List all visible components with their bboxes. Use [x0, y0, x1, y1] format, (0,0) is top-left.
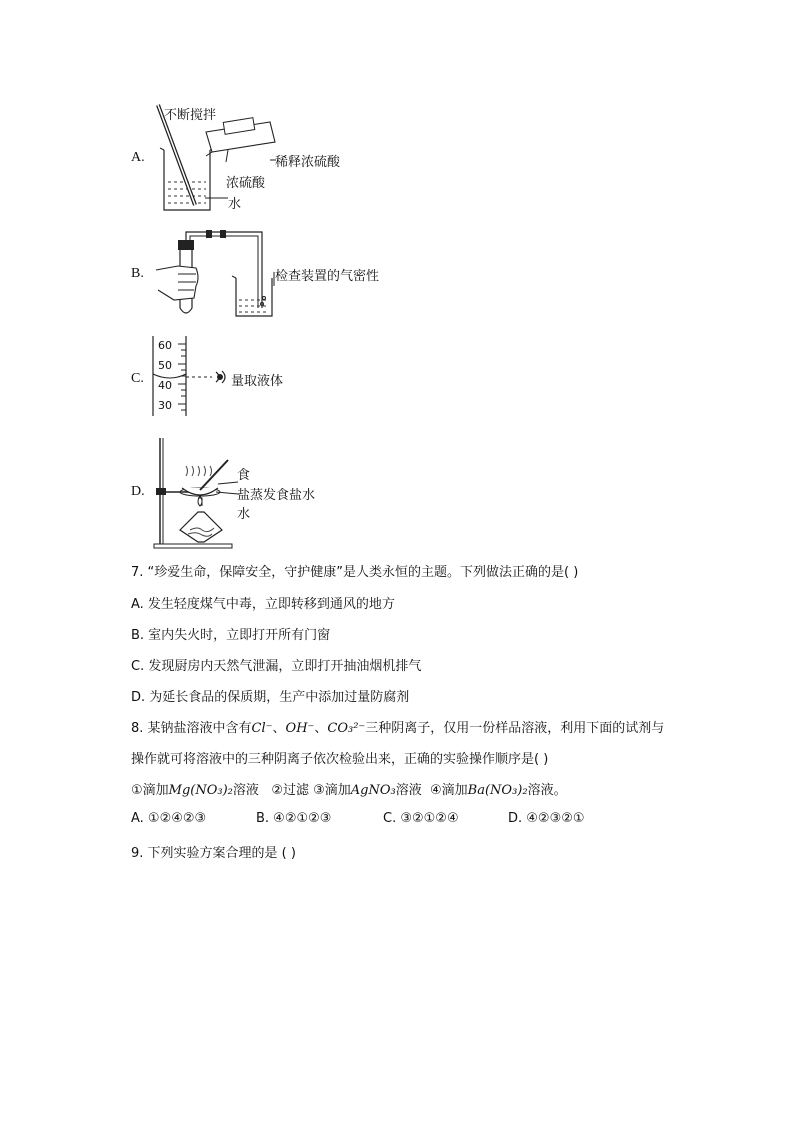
figure-b-airtightness	[150, 226, 290, 321]
question-7-option-a: A. 发生轻度煤气中毒，立即转移到通风的地方	[131, 597, 395, 612]
step-1-prefix: ①滴加	[131, 783, 169, 798]
question-8-stem-line1	[131, 717, 664, 736]
label-evaporate-salt-water: 盐蒸发食盐水	[237, 488, 316, 503]
formula-ag-nitrate: AgNO₃	[350, 783, 396, 798]
question-8-option-a: A. ①②④②③	[131, 811, 207, 826]
label-salt-1: 食	[237, 468, 251, 483]
step-3-prefix: ③滴加	[313, 783, 351, 798]
q8-sep2: 、	[314, 721, 328, 736]
option-b-letter: B.	[131, 266, 144, 281]
question-7-option-c: C. 发现厨房内天然气泄漏，立即打开抽油烟机排气	[131, 659, 422, 674]
label-measure-liquid: 量取液体	[231, 374, 284, 389]
question-8-stem-line2: 操作就可将溶液中的三种阴离子依次检验出来，正确的实验操作顺序是( )	[131, 752, 549, 767]
question-8-steps	[131, 779, 567, 798]
ion-carbonate: CO₃²⁻	[327, 721, 366, 736]
question-7-option-d: D. 为延长食品的保质期，生产中添加过量防腐剂	[131, 690, 410, 705]
ion-chloride: Cl⁻	[251, 721, 273, 736]
formula-mg-nitrate: Mg(NO₃)₂	[168, 783, 233, 798]
q8-sep1: 、	[272, 721, 286, 736]
label-water-d: 水	[237, 507, 251, 522]
option-d-letter: D.	[131, 484, 145, 499]
scale-tick-30: 30	[158, 399, 172, 412]
question-8-option-c: C. ③②①②④	[383, 811, 459, 826]
scale-tick-40: 40	[158, 379, 172, 392]
question-8-option-d: D. ④②③②①	[508, 811, 585, 826]
step-1-suffix: 溶液	[232, 783, 259, 798]
question-7-stem: 7. “珍爱生命，保障安全，守护健康”是人类永恒的主题。下列做法正确的是( )	[131, 565, 579, 580]
label-stirring: 不断搅拌	[164, 108, 217, 123]
scale-tick-60: 60	[158, 339, 172, 352]
step-4-prefix: ④滴加	[430, 783, 468, 798]
label-water: 水	[228, 197, 242, 212]
ion-hydroxide: OH⁻	[285, 721, 315, 736]
label-airtightness: 检查装置的气密性	[275, 269, 380, 284]
question-7-option-b: B. 室内失火时，立即打开所有门窗	[131, 628, 331, 643]
label-conc-acid: 浓硫酸	[226, 176, 266, 191]
scale-tick-50: 50	[158, 359, 172, 372]
question-9-stem: 9. 下列实验方案合理的是 ( )	[131, 846, 296, 861]
option-a-letter: A.	[131, 150, 145, 165]
question-8-option-b: B. ④②①②③	[256, 811, 332, 826]
q8-text-b: 三种阴离子，仅用一份样品溶液，利用下面的试剂与	[365, 721, 665, 736]
step-3-suffix: 溶液	[395, 783, 422, 798]
q8-text-a: 8. 某钠盐溶液中含有	[131, 721, 252, 736]
figure-d-evaporation	[150, 436, 250, 551]
label-dilute-conc-acid: 稀释浓硫酸	[275, 155, 341, 170]
step-2: ②过滤	[271, 783, 309, 798]
step-4-suffix: 溶液。	[527, 783, 567, 798]
option-c-letter: C.	[131, 371, 144, 386]
formula-ba-nitrate: Ba(NO₃)₂	[467, 783, 528, 798]
